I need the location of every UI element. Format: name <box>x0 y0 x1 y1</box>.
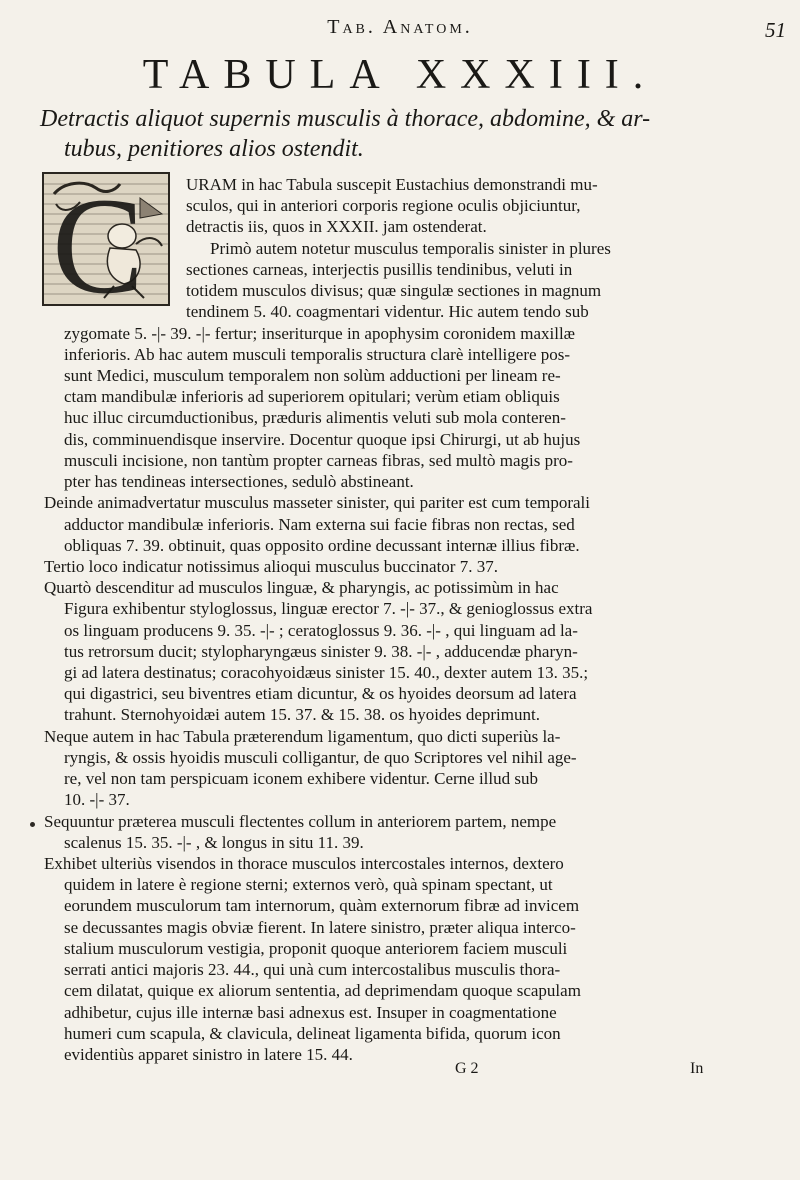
subtitle-line: Detractis aliquot supernis musculis à thorace, abdomine, & ar- <box>40 106 651 132</box>
text-line: qui digastrici, seu biventres etiam dicuntur, & os hyoides deorsum ad latera <box>64 684 577 704</box>
text-line: os linguam producens 9. 35. -|- ; ceratoglossus 9. 36. -|- , qui linguam ad la- <box>64 620 578 640</box>
text-line: serrati antici majoris 23. 44., qui unà cum intercostalibus musculis thora- <box>64 960 561 980</box>
text-line: sectiones carneas, interjectis pusillis tendinibus, veluti in <box>186 259 573 279</box>
text-line: sunt Medici, musculum temporalem non solùm adductioni per lineam re- <box>64 365 561 385</box>
text-line: inferioris. Ab hac autem musculi temporalis structura clarè intelligere pos- <box>64 344 571 364</box>
text-line: scalenus 15. 35. -|- , & longus in situ 11. 39. <box>64 832 364 852</box>
text-line: 10. -|- 37. <box>64 790 130 810</box>
text-line: URAM in hac Tabula suscepit Eustachius demonstrandi mu- <box>186 175 598 194</box>
text-line: tendinem 5. 40. coagmentari videntur. Hic autem tendo sub <box>186 302 589 322</box>
text-line: Deinde animadvertatur musculus masseter sinister, qui pariter est cum temporali <box>44 493 590 513</box>
text-line: zygomate 5. -|- 39. -|- fertur; inseriturque in apophysim coronidem maxillæ <box>64 323 576 343</box>
subtitle-line: tubus, penitiores alios ostendit. <box>64 136 364 162</box>
text-line: re, vel non tam perspicuam iconem exhibere videntur. Cerne illud sub <box>64 769 538 789</box>
text-line: quidem in latere è regione sterni; externos verò, quà spinam spectant, ut <box>64 875 553 895</box>
text-line: humeri cum scapula, & clavicula, delineat ligamenta bifida, quorum icon <box>64 1023 561 1043</box>
page-title: TABULA XXXIII. <box>142 52 658 98</box>
text-line: adhibetur, cujus ille internæ basi adnexus est. Insuper in coagmentatione <box>64 1002 557 1022</box>
page-number: 51 <box>765 18 786 42</box>
text-line: cem dilatat, quique ex aliorum sententia, ad deprimendam quoque scapulam <box>64 981 581 1001</box>
ink-speck <box>30 822 35 827</box>
text-line: Tertio loco indicatur notissimus alioqui musculus buccinator 7. 37. <box>44 556 498 576</box>
text-line: Figura exhibentur styloglossus, linguæ erector 7. -|- 37., & genioglossus extra <box>64 599 593 619</box>
text-line: Neque autem in hac Tabula præterendum ligamentum, quo dicti superiùs la- <box>44 726 561 746</box>
text-line: totidem musculos divisus; quæ singulæ sectiones in magnum <box>186 281 602 301</box>
text-line: obliquas 7. 39. obtinuit, quas opposito ordine decussant internæ illius fibræ. <box>64 535 580 555</box>
text-line: pter has tendineas intersectiones, sedulò abstineant. <box>64 472 414 492</box>
text-line: ryngis, & ossis hyoidis musculi colligantur, de quo Scriptores vel nihil age- <box>64 747 577 767</box>
text-line: eorundem musculorum tam internorum, quàm externorum fibræ ad invicem <box>64 896 580 916</box>
text-line: detractis iis, quos in XXXII. jam ostenderat. <box>186 217 487 237</box>
text-line: sculos, qui in anteriori corporis regione oculis objiciuntur, <box>186 196 581 216</box>
text-line: Quartò descenditur ad musculos linguæ, & pharyngis, ac potissimùm in hac <box>44 578 559 598</box>
running-title: Tab. Anatom. <box>327 16 473 38</box>
text-line: tus retrorsum ducit; stylopharyngæus sinister 9. 38. -|- , adducendæ pharyn- <box>64 641 578 661</box>
text-line: Primò autem notetur musculus temporalis sinister in plures <box>210 238 611 258</box>
text-line: dis, comminuendisque inservire. Docentur quoque ipsi Chirurgi, ut ab hujus <box>64 429 581 449</box>
text-line: Sequuntur præterea musculi flectentes collum in anteriorem partem, nempe <box>44 811 557 831</box>
text-line: musculi incisione, non tantùm propter carneas fibras, sed multò magis pro- <box>64 450 573 470</box>
signature-mark: G 2 <box>455 1060 479 1077</box>
text-line: huc illuc circumductionibus, præduris alimentis veluti sub mola conteren- <box>64 408 566 428</box>
initial-letter: C <box>52 174 145 304</box>
text-line: Exhibet ulteriùs visendos in thorace musculos intercostales internos, dextero <box>44 854 564 874</box>
text-line: se decussantes magis obviæ fierent. In latere sinistro, præter aliqua interco- <box>64 917 576 937</box>
text-line: gi ad latera destinatus; coracohyoidæus sinister 15. 40., dexter autem 13. 35.; <box>64 663 589 683</box>
text-line: evidentiùs apparet sinistro in latere 15. 44. <box>64 1045 353 1064</box>
text-line: ctam mandibulæ inferioris ad superiorem opitulari; verùm etiam obliquis <box>64 387 560 407</box>
text-line: adductor mandibulæ inferioris. Nam externa sui facie fibras non rectas, sed <box>64 514 575 534</box>
catchword: In <box>690 1060 704 1077</box>
text-line: trahunt. Sternohyoidæi autem 15. 37. & 15. 38. os hyoides deprimunt. <box>64 705 540 725</box>
text-line: stalium musculorum vestigia, proponit quoque anteriorem faciem musculi <box>64 938 568 958</box>
